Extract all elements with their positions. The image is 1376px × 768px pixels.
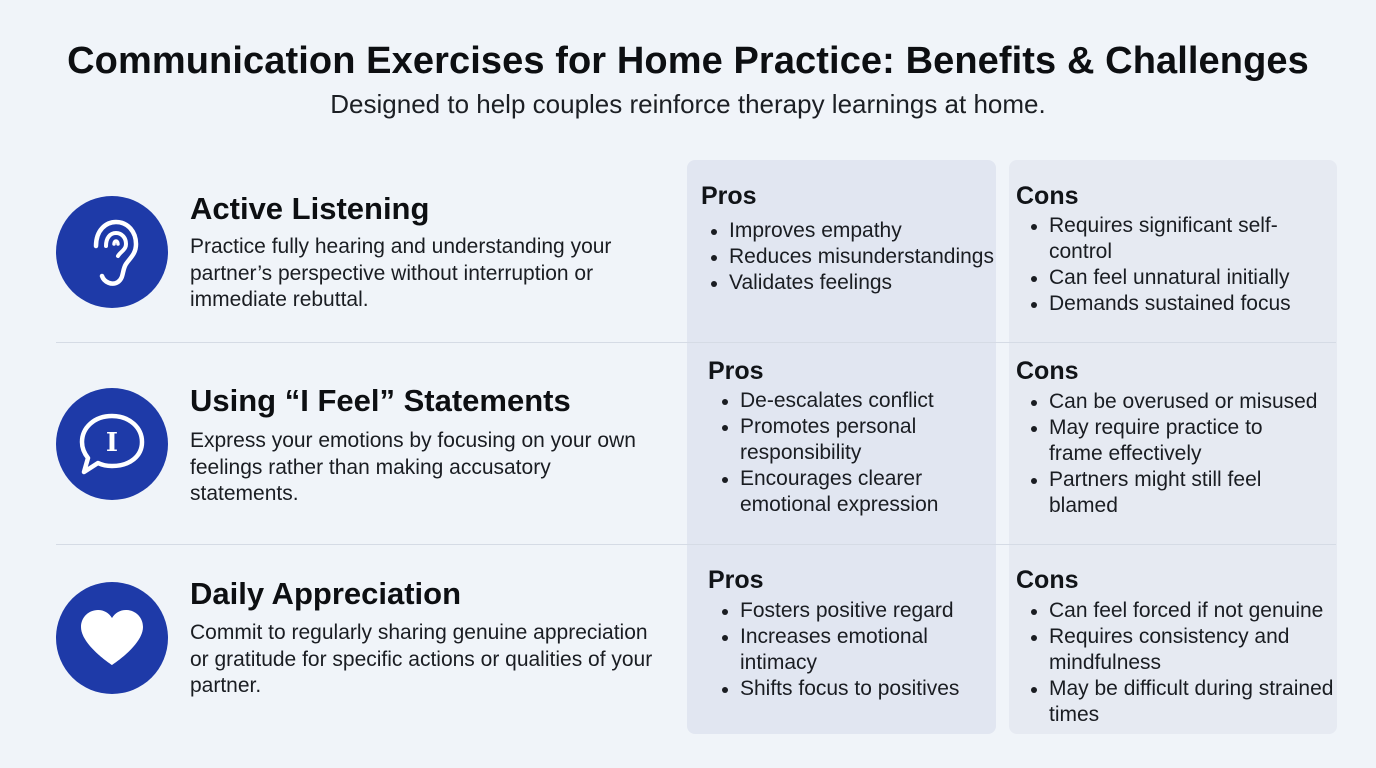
row-divider	[56, 342, 1336, 343]
svg-text:I: I	[105, 428, 119, 458]
cons-list	[1029, 598, 1334, 728]
exercise-description: Express your emotions by focusing on your own feelings rather than making accusatory statements.	[190, 429, 636, 505]
cons-list	[1029, 389, 1319, 519]
pros-label: Pros	[708, 566, 764, 594]
cons-label: Cons	[1016, 357, 1079, 385]
cons-list	[1029, 213, 1291, 317]
list-item: May require practice to frame effectively	[1029, 415, 1319, 467]
list-item: Improves empathy	[709, 218, 994, 244]
exercise-title: Using “I Feel” Statements	[190, 383, 571, 418]
list-item: Promotes personal responsibility	[720, 414, 970, 466]
list-item: De-escalates conflict	[720, 388, 970, 414]
list-item: Shifts focus to positives	[720, 676, 990, 702]
row-divider	[56, 544, 1336, 545]
page-subtitle: Designed to help couples reinforce therapy learnings at home.	[330, 89, 1046, 119]
pros-list	[720, 598, 990, 702]
list-item: Fosters positive regard	[720, 598, 990, 624]
ear-icon	[56, 196, 168, 308]
pros-label: Pros	[701, 182, 757, 210]
pros-list	[709, 218, 994, 296]
list-item: Increases emotional intimacy	[720, 624, 990, 676]
exercise-description: Commit to regularly sharing genuine appreciation or gratitude for specific actions or qualities of your partner.	[190, 621, 653, 697]
page-title: Communication Exercises for Home Practice: Benefits & Challenges	[67, 40, 1309, 82]
cons-label: Cons	[1016, 566, 1079, 594]
pros-list	[720, 388, 970, 518]
exercise-title: Active Listening	[190, 191, 430, 226]
list-item: Requires consistency and mindfulness	[1029, 624, 1334, 676]
exercise-description: Practice fully hearing and understanding your partner’s perspective without interruption or immediate rebuttal.	[190, 235, 612, 311]
pros-label: Pros	[708, 357, 764, 385]
list-item: Demands sustained focus	[1029, 291, 1291, 317]
list-item: Can feel forced if not genuine	[1029, 598, 1334, 624]
exercise-title: Daily Appreciation	[190, 576, 462, 611]
list-item: Reduces misunderstandings	[709, 244, 994, 270]
speech-bubble-i-icon	[56, 388, 168, 500]
heart-icon	[56, 582, 168, 694]
list-item: Validates feelings	[709, 270, 994, 296]
cons-label: Cons	[1016, 182, 1079, 210]
list-item: May be difficult during strained times	[1029, 676, 1334, 728]
list-item: Encourages clearer emotional expression	[720, 466, 970, 518]
list-item: Can be overused or misused	[1029, 389, 1319, 415]
list-item: Can feel unnatural initially	[1029, 265, 1291, 291]
list-item: Requires significant self-control	[1029, 213, 1291, 265]
list-item: Partners might still feel blamed	[1029, 467, 1319, 519]
